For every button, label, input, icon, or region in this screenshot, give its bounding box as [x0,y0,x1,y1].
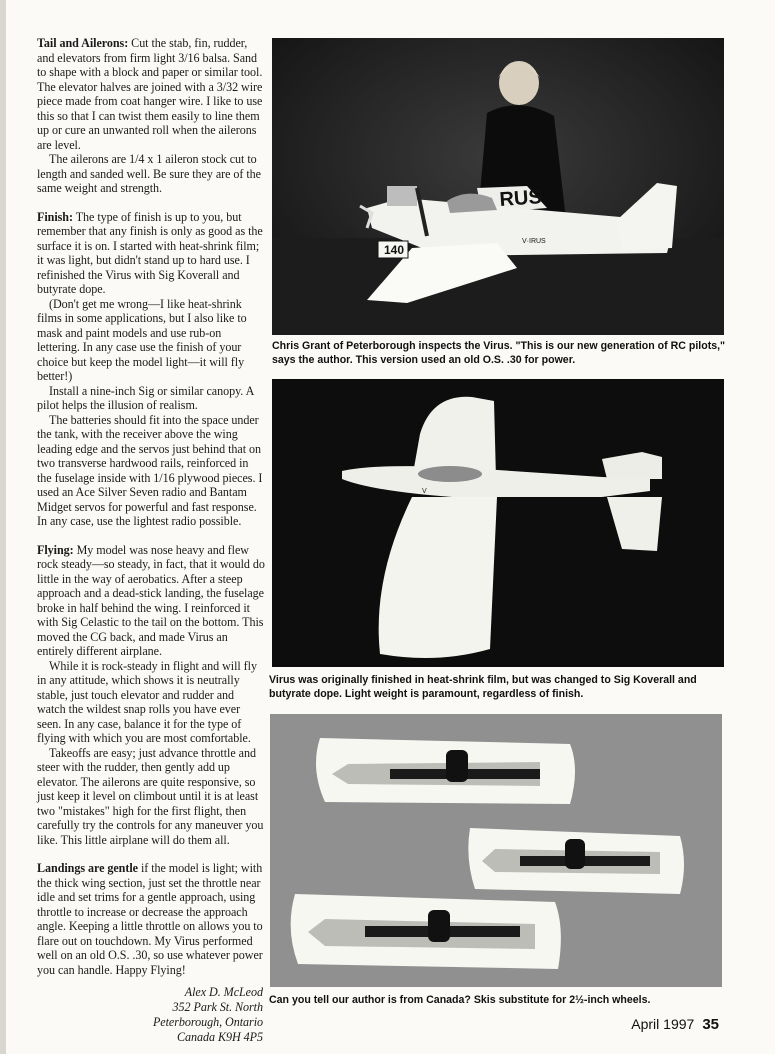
photo-1-illustration [272,38,724,335]
finish-paragraph-1: Finish: The type of finish is up to you, but remember that any finish is only as good as the surface it is on. I started with heat-shrink film; it was light, but didn't stand up to hard use. I refinished the Virus with Sig Koverall and butyrate dope. [37,209,263,296]
photo-airplane-top-view [272,379,724,667]
author-address-2: Peterborough, Ontario [152,1015,263,1029]
landings-heading: Landings are gentle [37,861,138,875]
photo-2-illustration [272,379,724,667]
author-signature [37,985,265,1045]
boy-head [499,61,539,105]
fuselage-letter: V [422,488,427,495]
finish-paragraph-3: Install a nine-inch Sig or similar canopy. A pilot helps the illusion of realism. [37,383,254,412]
wing-lettering: RUS [498,186,543,211]
flying-paragraph-1: Flying: My model was nose heavy and flew rock steady—so steady, in fact, that it would do little in the way of aerobatics. After a steep approach and a dead-stick landing, the fuselage broke in half behind the wing. I reinforced it with Sig Celastic to the tail on the bottom. This moved the CG back, and made Virus an entirely different airplane. [37,542,265,658]
photo-skis [270,714,722,987]
issue-date: April 1997 [631,1016,695,1032]
flying-paragraph-2: While it is rock-steady in flight and will fly in any attitude, which shows it is neutrally stable, just touch elevator and rudder and watch the wildest snap rolls you have ever seen. In any case, balance it for the type of flying with which you are most comfortable. [37,658,257,745]
ski-1 [316,738,575,804]
caption-photo-3: Can you tell our author is from Canada? Skis substitute for 2½-inch wheels. [269,994,651,1006]
fuselage-lettering: V·IRUS [522,238,546,245]
flying-heading: Flying: [37,542,74,557]
author-address-1: 352 Park St. North [172,1000,263,1014]
ski-3 [291,894,561,969]
ski-2 [468,828,684,894]
page-edge-shadow [0,0,6,1054]
finish-paragraph-4: The batteries should fit into the space under the tank, with the receiver above the wing leading edge and the servos just behind that on two transverse hardwood rails, reinforced in the fuselage inside with 1/16 plywood pieces. I used an Ace Silver Seven radio and Bantam Midget servos for powerful and fast response. In any case, use the lightest radio possible. [37,412,263,528]
author-name: Alex D. McLeod [184,985,263,999]
page-folio [631,1016,719,1033]
tail-paragraph-1: Tail and Ailerons: Cut the stab, fin, rudder, and elevators from firm light 3/16 balsa. Sand to shape with a block and paper or similar tool. The elevator halves are joined with a 3/32 wire piece made from coat hanger wire. I like to use this so that I can twist them easily to line them up or cure an unwanted roll when the ailerons are level. [37,36,263,152]
landings-paragraph: Landings are gentle if the model is light; with the thick wing section, just set the throttle near idle and set trims for a gentle approach, using throttle to increase or decrease the approach angle. Keeping a little throttle on allows you to flare out on touchdown. My Virus performed well on an old O.S. .30, so use whatever power you can handle. Happy Flying! [37,861,263,977]
tail-paragraph-2: The ailerons are 1/4 x 1 aileron stock cut to length and sanded well. Be sure they are of the same weight and strength. [37,152,261,195]
caption-photo-1: Chris Grant of Peterborough inspects the Virus. "This is our new generation of RC pilots," says the author. This version used an old O.S. .30 for power. [272,340,726,366]
photo-3-illustration [270,714,722,987]
photo-boy-with-airplane [272,38,724,335]
finish-heading: Finish: [37,209,73,224]
finish-paragraph-2: (Don't get me wrong—I like heat-shrink films in some applications, but I also like to mask and paint models and use rub-on lettering. In any case use the finish of your choice but keep the model light—it will fly better!) [37,296,247,383]
number-plate: 140 [384,243,405,257]
flying-paragraph-3: Takeoffs are easy; just advance throttle and steer with the rudder, then gently add up elevator. The ailerons are quite responsive, so just keep it level on climbout until it is at least two "mistakes" high for the first flight, then carefully try the controls for any maneuver you like. This little airplane will do them all. [37,745,264,847]
author-address-3: Canada K9H 4P5 [177,1030,263,1044]
caption-photo-2: Virus was originally finished in heat-shrink film, but was changed to Sig Koverall and butyrate dope. Light weight is paramount, regardless of finish. [269,674,697,700]
tail-heading: Tail and Ailerons: [37,36,129,50]
page-number: 35 [702,1016,719,1033]
article-column [37,36,265,1045]
